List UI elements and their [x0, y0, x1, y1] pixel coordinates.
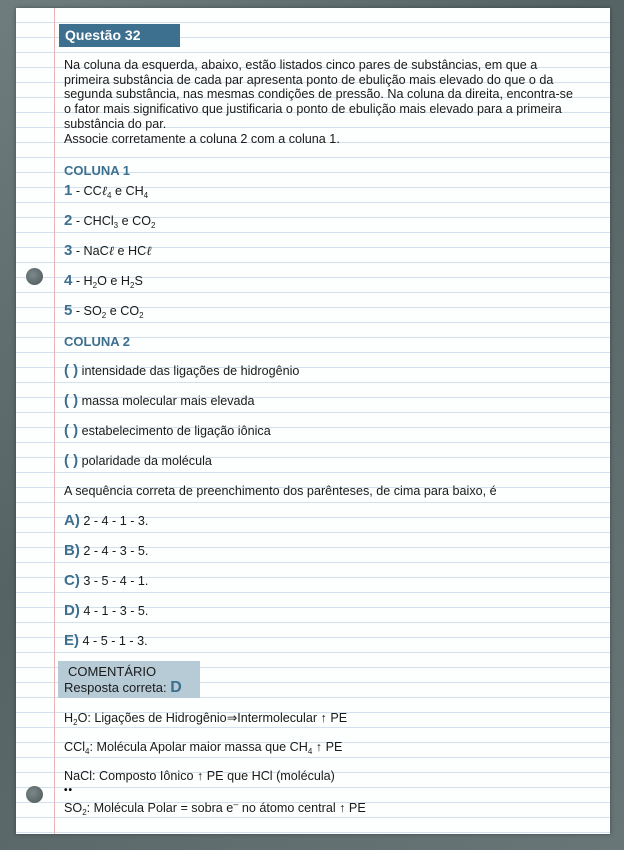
option-a[interactable]: A) 2 - 4 - 1 - 3.	[64, 512, 149, 529]
correct-answer: Resposta correta: D	[64, 679, 182, 696]
coluna2-item: ( ) massa molecular mais elevada	[64, 392, 255, 409]
option-letter: D)	[64, 602, 80, 619]
comment-line-nacl: NaCl: Composto Iônico ↑ PE que HCl (molécula)	[64, 769, 335, 783]
option-letter: B)	[64, 542, 80, 559]
blank-parentheses[interactable]: ( )	[64, 362, 79, 379]
coluna1-item: $4 - H_2O$ e $H_2S$	[64, 272, 143, 290]
item-number: 1	[64, 182, 73, 199]
option-c[interactable]: C) 3 - 5 - 4 - 1.	[64, 572, 149, 589]
option-letter: C)	[64, 572, 80, 589]
item-number: 5	[64, 302, 73, 319]
coluna1-heading: COLUNA 1	[64, 163, 130, 178]
coluna1-item: 3 - NaCℓ e HCℓ	[64, 242, 152, 259]
intro-line: o fator mais significativo que justificaria o ponto de ebulição mais elevado para a primeira	[64, 102, 562, 117]
lone-pair-dots-icon: ••	[64, 785, 74, 796]
question-intro	[64, 58, 602, 146]
binder-hole-icon	[26, 786, 43, 803]
coluna2-heading: COLUNA 2	[64, 334, 130, 349]
question-title: Questão 32	[59, 24, 180, 47]
coluna1-item: 2 - CHCl$_3$ e $CO_2$	[64, 212, 156, 230]
coluna1-item: 1 - CCℓ$_4$ e $CH_4$	[64, 182, 149, 200]
implies-arrow-icon: ⇒	[226, 711, 238, 725]
option-d[interactable]: D) 4 - 1 - 3 - 5.	[64, 602, 149, 619]
blank-parentheses[interactable]: ( )	[64, 422, 79, 439]
question-prompt: A sequência correta de preenchimento dos parênteses, de cima para baixo, é	[64, 484, 497, 498]
intro-line: Na coluna da esquerda, abaixo, estão listados cinco pares de substâncias, em que a	[64, 58, 538, 72]
option-e[interactable]: E) 4 - 5 - 1 - 3.	[64, 632, 148, 649]
item-number: 3	[64, 242, 73, 259]
comment-line-so2: $SO_2$: Molécula Polar = sobra e– no átomo central ↑ PE	[64, 799, 366, 818]
intro-line: segunda substância, nas mesmas condições de pressão. Na coluna da direita, encontra-se	[64, 87, 573, 102]
coluna2-item: ( ) estabelecimento de ligação iônica	[64, 422, 271, 439]
option-letter: A)	[64, 512, 80, 529]
coluna2-item: ( ) intensidade das ligações de hidrogênio	[64, 362, 300, 379]
margin-line	[54, 8, 55, 834]
item-number: 2	[64, 212, 73, 229]
intro-line: primeira substância de cada par apresenta ponto de ebulição mais elevado do que o da	[64, 72, 554, 87]
blank-parentheses[interactable]: ( )	[64, 392, 79, 409]
option-letter: E)	[64, 632, 79, 649]
coluna1-item: $5 - SO_2$ e $CO_2$	[64, 302, 144, 320]
comment-line-h2o: $H_2O$: Ligações de Hidrogênio⇒Intermolecular ↑ PE	[64, 711, 348, 727]
comment-line-ccl4: CCl$_4$: Molécula Apolar maior massa que $CH_4$ ↑ PE	[64, 740, 343, 756]
intro-line: substância do par.	[64, 116, 167, 131]
answer-letter: D	[170, 679, 182, 696]
item-number: 4	[64, 272, 73, 289]
intro-line: Associe corretamente a coluna 2 com a coluna 1.	[64, 131, 340, 146]
coluna2-item: ( ) polaridade da molécula	[64, 452, 212, 469]
option-b[interactable]: B) 2 - 4 - 3 - 5.	[64, 542, 149, 559]
blank-parentheses[interactable]: ( )	[64, 452, 79, 469]
binder-hole-icon	[26, 268, 43, 285]
comment-title: COMENTÁRIO	[68, 664, 157, 679]
